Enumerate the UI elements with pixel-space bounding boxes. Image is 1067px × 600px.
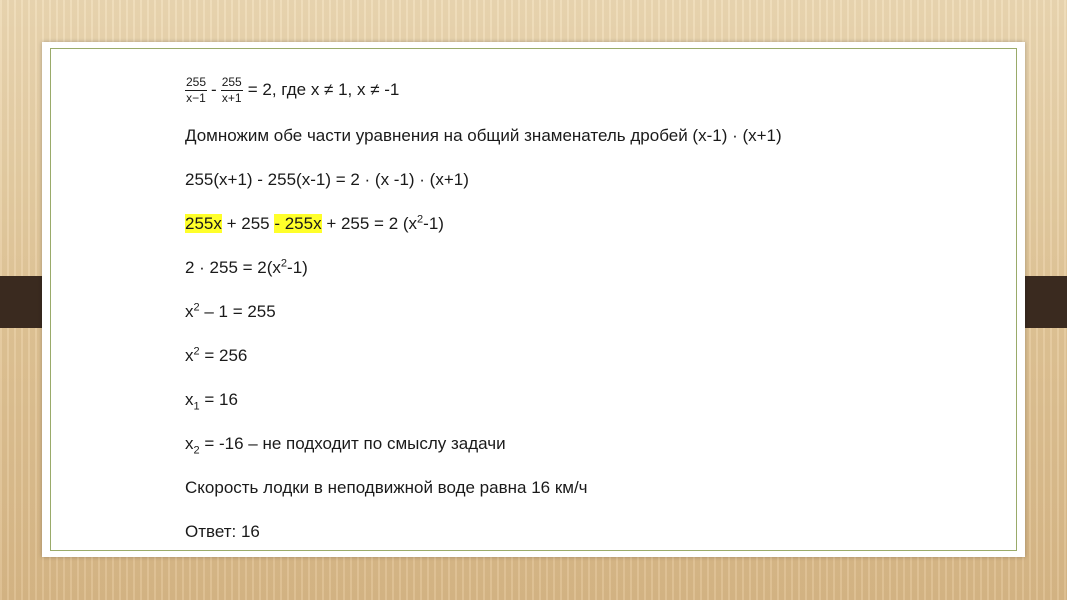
exponent: 2 — [280, 257, 288, 270]
subscript: 2 — [193, 444, 200, 457]
highlight-term-1: 255x — [185, 214, 222, 233]
variable: x — [185, 302, 194, 321]
equation-line — [185, 66, 945, 114]
variable: x — [185, 434, 194, 453]
fraction-1 — [185, 76, 207, 105]
fraction-1-numerator: 255 — [186, 74, 207, 89]
simplified-equation — [185, 246, 945, 290]
variable: x — [185, 390, 194, 409]
expanded-equation: 255(x+1) - 255(x-1) = 2 · (x -1) · (x+1) — [185, 170, 469, 189]
root-1-value: = 16 — [199, 390, 238, 409]
equation-middle-1: + 255 — [221, 214, 275, 233]
simplified-equation-left: 2 · 255 = 2(x — [185, 258, 281, 277]
simplified-equation-right: -1) — [287, 258, 308, 277]
equation-rest: = 2, где x ≠ 1, x ≠ -1 — [247, 80, 400, 99]
fraction-1-denominator: x−1 — [186, 90, 206, 105]
variable: x — [185, 346, 194, 365]
root-1 — [185, 378, 945, 422]
highlighted-equation — [185, 202, 945, 246]
fraction-2-denominator: x+1 — [221, 90, 242, 105]
square-rest: = 256 — [199, 346, 248, 365]
quadratic-rest: – 1 = 255 — [199, 302, 276, 321]
exponent: 2 — [193, 345, 200, 358]
conclusion-text: Скорость лодки в неподвижной воде равна 16 км/ч — [185, 478, 588, 497]
answer-text: Ответ: 16 — [185, 522, 260, 541]
slide — [42, 42, 1025, 557]
root-2-value: = -16 – не подходит по смыслу задачи — [199, 434, 506, 453]
minus-sign: - — [211, 80, 217, 99]
square-equation — [185, 334, 945, 378]
exponent: 2 — [193, 301, 200, 314]
quadratic-equation — [185, 290, 945, 334]
fraction-2-numerator: 255 — [221, 74, 242, 89]
fraction-2 — [221, 76, 243, 105]
exponent: 2 — [417, 213, 424, 226]
multiply-step-text: Домножим обе части уравнения на общий знаменатель дробей (x-1) · (x+1) — [185, 126, 782, 145]
subscript: 1 — [193, 400, 200, 413]
equation-end: -1) — [423, 214, 444, 233]
equation-middle-2: + 255 = 2 (x — [321, 214, 418, 233]
root-2 — [185, 422, 945, 466]
solution-content — [185, 66, 945, 554]
highlight-term-2: - 255x — [274, 214, 322, 233]
